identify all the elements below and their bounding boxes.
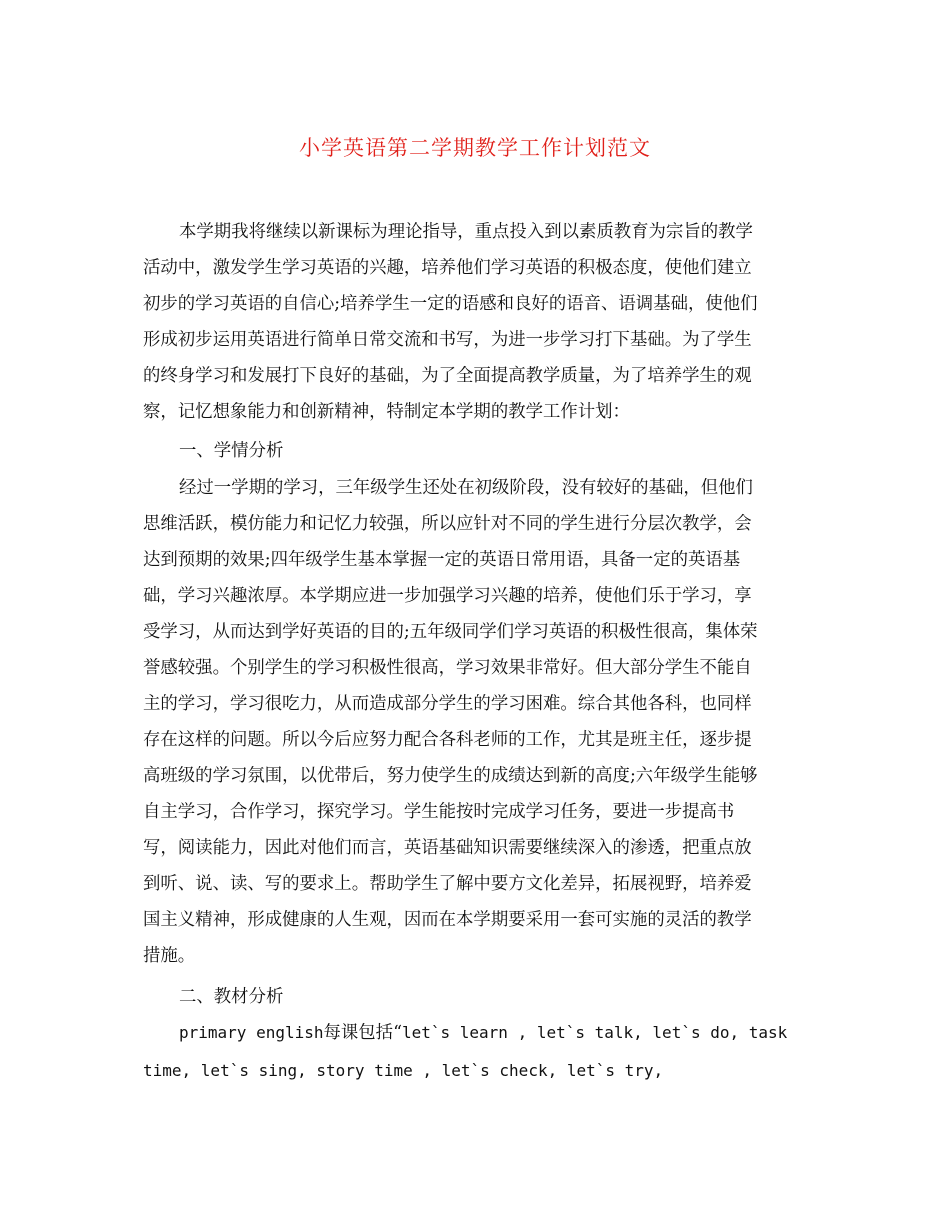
paragraph-line: 本学期我将继续以新课标为理论指导，重点投入到以素质教育为宗旨的教学 xyxy=(179,222,753,242)
english-line-1-suffix: let`s learn , let`s talk, let`s do, task xyxy=(401,1023,788,1042)
paragraph-line: 受学习，从而达到学好英语的目的;五年级同学们学习英语的积极性很高，集体荣 xyxy=(143,622,758,642)
paragraph-line: 的终身学习和发展打下良好的基础，为了全面提高教学质量，为了培养学生的观 xyxy=(143,366,752,386)
section-heading-2: 二、教材分析 xyxy=(179,987,284,1007)
english-line-2: time, let`s sing, story time , let`s check, let`s try, xyxy=(143,1061,664,1080)
paragraph-line: 形成初步运用英语进行简单日常交流和书写，为进一步学习打下基础。为了学生 xyxy=(143,330,752,350)
paragraph-line: 自主学习，合作学习，探究学习。学生能按时完成学习任务，要进一步提高书 xyxy=(143,802,735,822)
paragraph-line: 存在这样的问题。所以今后应努力配合各科老师的工作，尤其是班主任，逐步提 xyxy=(143,730,752,750)
paragraph-line: 经过一学期的学习，三年级学生还处在初级阶段，没有较好的基础，但他们 xyxy=(179,478,753,498)
paragraph-line: 察，记忆想象能力和创新精神，特制定本学期的教学工作计划： xyxy=(143,402,630,422)
section-heading-1: 一、学情分析 xyxy=(179,441,284,461)
paragraph-line: 思维活跃，模仿能力和记忆力较强，所以应针对不同的学生进行分层次教学，会 xyxy=(143,514,752,534)
document-title: 小学英语第二学期教学工作计划范文 xyxy=(299,136,651,160)
paragraph-line: 国主义精神，形成健康的人生观，因而在本学期要采用一套可实施的灵活的教学 xyxy=(143,910,752,930)
english-line-1 xyxy=(179,1016,859,1050)
paragraph-line: 写，阅读能力，因此对他们而言，英语基础知识需要继续深入的渗透，把重点放 xyxy=(143,838,752,858)
paragraph-line: 誉感较强。个别学生的学习积极性很高，学习效果非常好。但大部分学生不能自 xyxy=(143,658,752,678)
paragraph-line: 达到预期的效果;四年级学生基本掌握一定的英语日常用语，具备一定的英语基 xyxy=(143,550,741,570)
paragraph-line: 主的学习，学习很吃力，从而造成部分学生的学习困难。综合其他各科，也同样 xyxy=(143,694,752,714)
paragraph-line: 到听、说、读、写的要求上。帮助学生了解中要方文化差异，拓展视野，培养爱 xyxy=(143,874,752,894)
english-line-1-zh: 每课包括“ xyxy=(323,1023,402,1043)
paragraph-line: 活动中，激发学生学习英语的兴趣，培养他们学习英语的积极态度，使他们建立 xyxy=(143,258,752,278)
paragraph-line: 初步的学习英语的自信心;培养学生一定的语感和良好的语音、语调基础，使他们 xyxy=(143,294,758,314)
english-line-1-prefix: primary english xyxy=(179,1023,324,1042)
paragraph-line: 础，学习兴趣浓厚。本学期应进一步加强学习兴趣的培养，使他们乐于学习，享 xyxy=(143,586,752,606)
paragraph-line: 高班级的学习氛围，以优带后，努力使学生的成绩达到新的高度;六年级学生能够 xyxy=(143,766,758,786)
paragraph-line: 措施。 xyxy=(143,946,196,966)
